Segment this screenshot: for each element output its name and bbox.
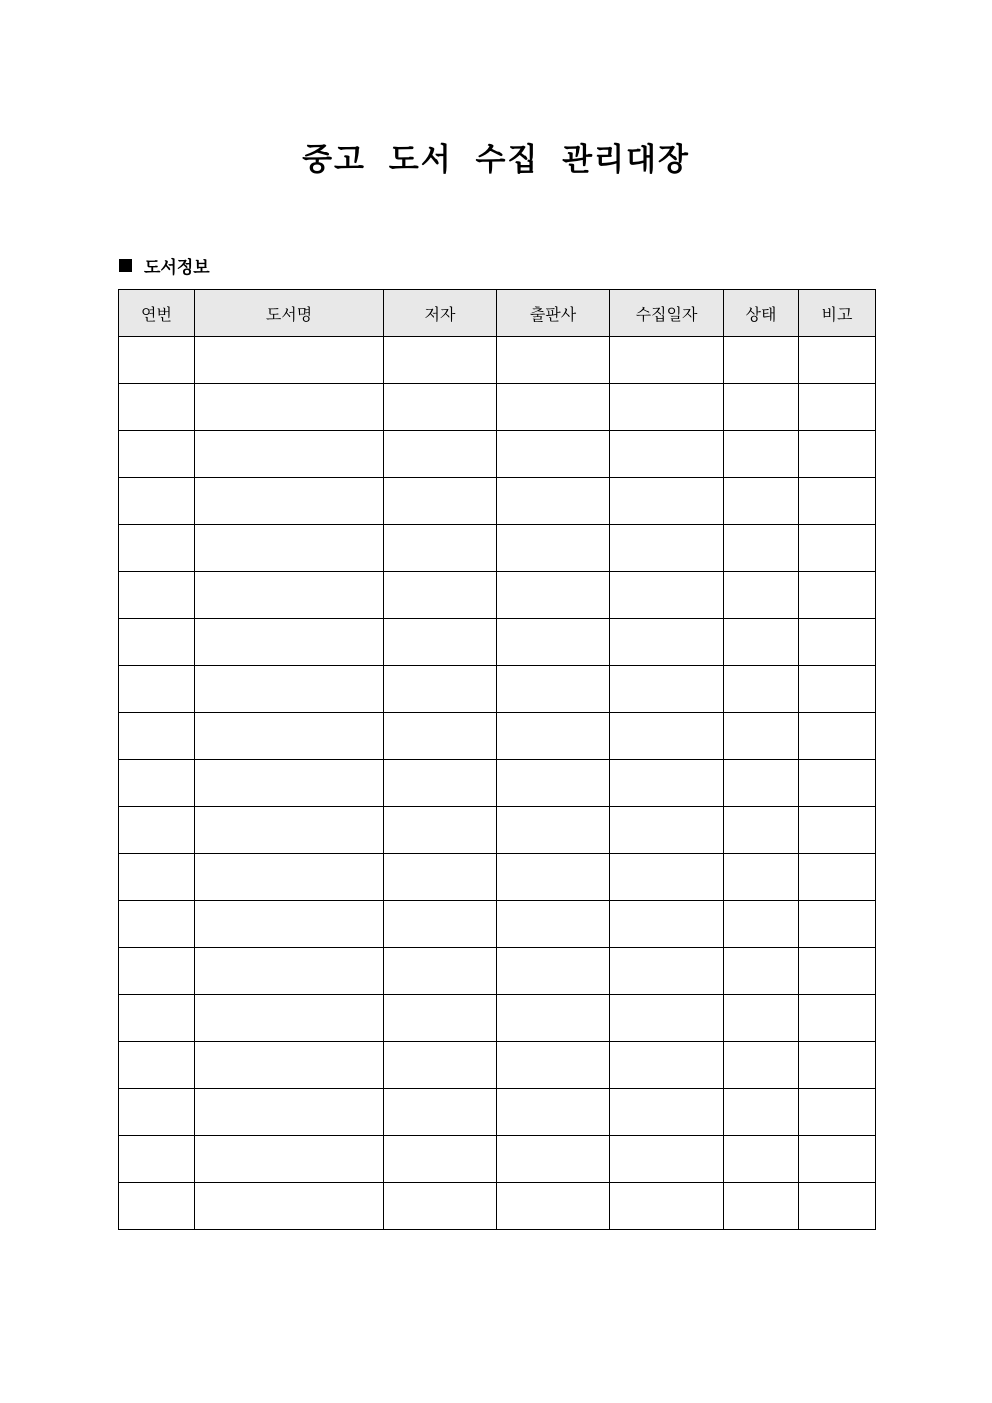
table-cell-publisher[interactable] — [497, 431, 610, 478]
table-cell-publisher[interactable] — [497, 619, 610, 666]
table-cell-publisher[interactable] — [497, 384, 610, 431]
table-cell-publisher[interactable] — [497, 713, 610, 760]
table-cell-title[interactable] — [195, 666, 384, 713]
table-cell-condition[interactable] — [724, 948, 799, 995]
table-cell-author[interactable] — [384, 431, 497, 478]
table-cell-title[interactable] — [195, 1136, 384, 1183]
table-row — [119, 525, 876, 572]
black-square-icon — [119, 259, 132, 272]
table-row — [119, 713, 876, 760]
table-cell-publisher[interactable] — [497, 901, 610, 948]
table-cell-publisher[interactable] — [497, 1089, 610, 1136]
column-header-condition: 상태 — [724, 290, 799, 337]
table-cell-remarks[interactable] — [799, 478, 876, 525]
table-cell-serial[interactable] — [119, 854, 195, 901]
table-cell-serial[interactable] — [119, 807, 195, 854]
table-header-row — [119, 290, 876, 337]
table-cell-title[interactable] — [195, 807, 384, 854]
table-cell-serial[interactable] — [119, 431, 195, 478]
table-cell-publisher[interactable] — [497, 807, 610, 854]
table-cell-title[interactable] — [195, 948, 384, 995]
column-header-remarks: 비고 — [799, 290, 876, 337]
table-cell-author[interactable] — [384, 478, 497, 525]
table-cell-condition[interactable] — [724, 1089, 799, 1136]
table-row — [119, 901, 876, 948]
table-cell-title[interactable] — [195, 1042, 384, 1089]
column-header-author: 저자 — [384, 290, 497, 337]
table-cell-remarks[interactable] — [799, 1183, 876, 1230]
table-cell-serial[interactable] — [119, 619, 195, 666]
table-cell-title[interactable] — [195, 1183, 384, 1230]
table-row — [119, 478, 876, 525]
table-cell-condition[interactable] — [724, 572, 799, 619]
table-cell-condition[interactable] — [724, 713, 799, 760]
table-cell-collected-date[interactable] — [610, 619, 724, 666]
table-cell-title[interactable] — [195, 854, 384, 901]
table-cell-collected-date[interactable] — [610, 384, 724, 431]
table-cell-remarks[interactable] — [799, 995, 876, 1042]
table-cell-collected-date[interactable] — [610, 572, 724, 619]
table-cell-condition[interactable] — [724, 995, 799, 1042]
table-body — [119, 337, 876, 1230]
column-header-publisher: 출판사 — [497, 290, 610, 337]
table-cell-author[interactable] — [384, 525, 497, 572]
table-row — [119, 995, 876, 1042]
table-row — [119, 948, 876, 995]
table-cell-author[interactable] — [384, 948, 497, 995]
section-heading-label: 도서정보 — [144, 258, 210, 278]
table-cell-publisher[interactable] — [497, 1183, 610, 1230]
table-cell-publisher[interactable] — [497, 337, 610, 384]
table-row — [119, 337, 876, 384]
table-cell-remarks[interactable] — [799, 807, 876, 854]
table-cell-author[interactable] — [384, 760, 497, 807]
page-title: 중고 도서 수집 관리대장 — [302, 142, 690, 178]
table-cell-collected-date[interactable] — [610, 995, 724, 1042]
table-cell-publisher[interactable] — [497, 666, 610, 713]
table-cell-serial[interactable] — [119, 1183, 195, 1230]
table-cell-collected-date[interactable] — [610, 1042, 724, 1089]
table-cell-author[interactable] — [384, 384, 497, 431]
table-cell-collected-date[interactable] — [610, 901, 724, 948]
table-cell-serial[interactable] — [119, 995, 195, 1042]
table-cell-remarks[interactable] — [799, 384, 876, 431]
table-cell-publisher[interactable] — [497, 854, 610, 901]
table-cell-collected-date[interactable] — [610, 478, 724, 525]
table-cell-collected-date[interactable] — [610, 760, 724, 807]
table-cell-serial[interactable] — [119, 525, 195, 572]
table-cell-condition[interactable] — [724, 1183, 799, 1230]
table-cell-serial[interactable] — [119, 1042, 195, 1089]
table-cell-author[interactable] — [384, 572, 497, 619]
table-cell-author[interactable] — [384, 1183, 497, 1230]
table-row — [119, 760, 876, 807]
table-row — [119, 431, 876, 478]
table-row — [119, 807, 876, 854]
table-cell-condition[interactable] — [724, 1042, 799, 1089]
table-cell-title[interactable] — [195, 901, 384, 948]
table-row — [119, 854, 876, 901]
table-row — [119, 1183, 876, 1230]
table-cell-publisher[interactable] — [497, 995, 610, 1042]
section-heading — [119, 253, 210, 278]
table-cell-author[interactable] — [384, 1089, 497, 1136]
table-cell-remarks[interactable] — [799, 760, 876, 807]
table-cell-remarks[interactable] — [799, 948, 876, 995]
table-cell-collected-date[interactable] — [610, 666, 724, 713]
table-cell-remarks[interactable] — [799, 337, 876, 384]
table-cell-title[interactable] — [195, 337, 384, 384]
table-cell-publisher[interactable] — [497, 948, 610, 995]
table-cell-serial[interactable] — [119, 478, 195, 525]
table-cell-title[interactable] — [195, 1089, 384, 1136]
table-row — [119, 666, 876, 713]
table-cell-collected-date[interactable] — [610, 1183, 724, 1230]
table-cell-author[interactable] — [384, 1042, 497, 1089]
table-cell-publisher[interactable] — [497, 760, 610, 807]
table-row — [119, 384, 876, 431]
table-cell-condition[interactable] — [724, 807, 799, 854]
table-cell-title[interactable] — [195, 431, 384, 478]
table-cell-condition[interactable] — [724, 384, 799, 431]
table-cell-serial[interactable] — [119, 948, 195, 995]
table-cell-author[interactable] — [384, 901, 497, 948]
table-row — [119, 619, 876, 666]
book-info-table — [118, 289, 876, 1230]
table-cell-title[interactable] — [195, 619, 384, 666]
table-cell-collected-date[interactable] — [610, 807, 724, 854]
table-cell-condition[interactable] — [724, 525, 799, 572]
table-cell-condition[interactable] — [724, 901, 799, 948]
column-header-title: 도서명 — [195, 290, 384, 337]
table-cell-condition[interactable] — [724, 619, 799, 666]
table-cell-remarks[interactable] — [799, 854, 876, 901]
table-cell-collected-date[interactable] — [610, 713, 724, 760]
table-cell-author[interactable] — [384, 337, 497, 384]
table-cell-condition[interactable] — [724, 337, 799, 384]
table-cell-title[interactable] — [195, 713, 384, 760]
table-cell-serial[interactable] — [119, 666, 195, 713]
table-cell-title[interactable] — [195, 572, 384, 619]
table-row — [119, 1136, 876, 1183]
table-cell-publisher[interactable] — [497, 1042, 610, 1089]
table-cell-serial[interactable] — [119, 760, 195, 807]
table-cell-serial[interactable] — [119, 901, 195, 948]
table-cell-serial[interactable] — [119, 713, 195, 760]
table-cell-condition[interactable] — [724, 854, 799, 901]
table-cell-author[interactable] — [384, 666, 497, 713]
table-cell-title[interactable] — [195, 525, 384, 572]
table-cell-remarks[interactable] — [799, 1042, 876, 1089]
table-cell-collected-date[interactable] — [610, 525, 724, 572]
table-cell-serial[interactable] — [119, 572, 195, 619]
table-row — [119, 1042, 876, 1089]
table-cell-remarks[interactable] — [799, 666, 876, 713]
table-cell-condition[interactable] — [724, 478, 799, 525]
table-cell-publisher[interactable] — [497, 1136, 610, 1183]
table-cell-remarks[interactable] — [799, 1136, 876, 1183]
table-cell-remarks[interactable] — [799, 525, 876, 572]
table-cell-remarks[interactable] — [799, 713, 876, 760]
table-cell-serial[interactable] — [119, 337, 195, 384]
table-cell-condition[interactable] — [724, 1136, 799, 1183]
table-cell-serial[interactable] — [119, 384, 195, 431]
column-header-collected-date: 수집일자 — [610, 290, 724, 337]
table-cell-author[interactable] — [384, 854, 497, 901]
table-cell-collected-date[interactable] — [610, 431, 724, 478]
table-cell-publisher[interactable] — [497, 478, 610, 525]
table-cell-remarks[interactable] — [799, 619, 876, 666]
table-cell-condition[interactable] — [724, 666, 799, 713]
table-cell-condition[interactable] — [724, 431, 799, 478]
table-cell-author[interactable] — [384, 807, 497, 854]
table-cell-remarks[interactable] — [799, 572, 876, 619]
table-cell-remarks[interactable] — [799, 431, 876, 478]
column-header-serial: 연번 — [119, 290, 195, 337]
table-cell-publisher[interactable] — [497, 572, 610, 619]
table-cell-serial[interactable] — [119, 1089, 195, 1136]
table-cell-title[interactable] — [195, 384, 384, 431]
table-row — [119, 572, 876, 619]
table-cell-serial[interactable] — [119, 1136, 195, 1183]
table-cell-remarks[interactable] — [799, 1089, 876, 1136]
table-cell-author[interactable] — [384, 995, 497, 1042]
table-cell-author[interactable] — [384, 619, 497, 666]
table-cell-collected-date[interactable] — [610, 1136, 724, 1183]
table-cell-title[interactable] — [195, 760, 384, 807]
table-cell-collected-date[interactable] — [610, 337, 724, 384]
table-cell-remarks[interactable] — [799, 901, 876, 948]
table-cell-collected-date[interactable] — [610, 1089, 724, 1136]
table-cell-author[interactable] — [384, 1136, 497, 1183]
table-row — [119, 1089, 876, 1136]
table-cell-publisher[interactable] — [497, 525, 610, 572]
table-cell-title[interactable] — [195, 995, 384, 1042]
table-cell-author[interactable] — [384, 713, 497, 760]
table-cell-collected-date[interactable] — [610, 948, 724, 995]
table-cell-condition[interactable] — [724, 760, 799, 807]
table-cell-title[interactable] — [195, 478, 384, 525]
table-cell-collected-date[interactable] — [610, 854, 724, 901]
